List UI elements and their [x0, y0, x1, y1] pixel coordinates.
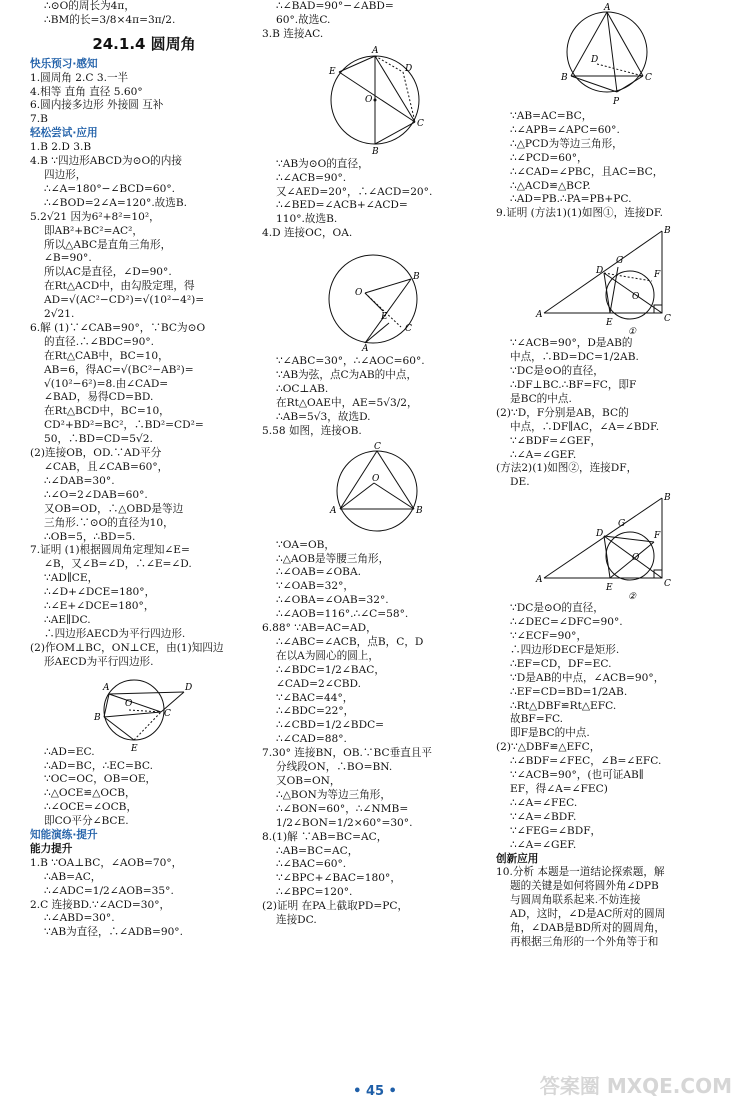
svg-text:C: C [405, 324, 412, 335]
text-line: ∴∠BPC=120°. [276, 886, 353, 899]
svg-text:F: F [654, 270, 661, 281]
text-line: ∵∠BAC=44°， [276, 691, 354, 704]
text-line: ∴△PCD为等边三角形， [510, 137, 623, 150]
svg-text:A: A [330, 505, 337, 516]
section-heading-try: 轻松尝试·应用 [30, 127, 98, 140]
svg-text:D: D [405, 63, 413, 74]
svg-text:O: O [632, 292, 640, 303]
text-line: ∴△ACD≌△BCP. [510, 179, 591, 192]
text-line: 再根据三角形的一个外角等于和 [510, 935, 659, 948]
text-line: ∴AB=5√3，故选D. [276, 410, 371, 423]
svg-text:D: D [596, 529, 604, 540]
text-line: 的直径.∴∠BDC=90°. [44, 335, 155, 348]
text-line: AB=6，得AC=√(BC²−AB²)= [44, 363, 194, 376]
svg-text:C: C [664, 314, 671, 325]
text-line: ∴∠ABC=∠ACB，点B，C，D [276, 635, 424, 648]
svg-text:B: B [94, 712, 101, 723]
text-line: ∴∠BAD=90°−∠ABD= [276, 0, 394, 12]
text-line: ∴AB=AC， [44, 870, 102, 883]
text-line: 在Rt△OAE中，AE=5√3/2， [276, 396, 418, 409]
text-line: 110°.故选B. [276, 213, 338, 226]
svg-text:C: C [645, 73, 652, 83]
text-line: ∵∠ECF=90°， [510, 630, 588, 643]
svg-text:B: B [664, 226, 671, 237]
text-line: ∴∠OAB=∠OBA. [276, 566, 361, 579]
text-line: (2)作OM⊥BC，ON⊥CE，由(1)知四边 [30, 641, 224, 654]
text-line: 是BC的中点. [510, 392, 572, 405]
text-line: 所以△ABC是直角三角形， [44, 238, 172, 251]
answer-block [30, 743, 258, 829]
svg-text:A: A [536, 575, 543, 586]
text-line: ∴四边形DECF是矩形. [510, 643, 620, 656]
text-line: ∵AB为直径，∴∠ADB=90°. [44, 926, 183, 939]
text-line: 4.D 连接OC，OA. [262, 227, 353, 240]
svg-text:P: P [613, 97, 620, 107]
text-line: (2)证明 在PA上截取PD=PC， [262, 900, 409, 913]
text-line: ∴∠BON=60°，∴∠NMB= [276, 802, 409, 815]
text-line: 4.相等 直角 直径 5.60° [30, 85, 143, 98]
text-line: EF，得∠A=∠FEC) [510, 783, 608, 795]
text-line: 四边形， [44, 168, 87, 181]
text-line: ∴OC⊥AB. [276, 382, 329, 395]
text-line: ∴△OCE≌△OCB， [44, 787, 136, 800]
text-line: ∴∠CBD=1/2∠BDC= [276, 719, 385, 732]
text-line: ∴∠D+∠DCE=180°， [44, 586, 156, 599]
section-heading-innovation: 创新应用 [496, 852, 539, 865]
svg-text:G: G [616, 256, 624, 267]
text-line: ∴∠OCE=∠OCB， [44, 801, 138, 814]
text-line: ∴EF=CD，DF=EC. [510, 657, 612, 670]
text-line: ∠B=90°. [44, 252, 92, 265]
svg-text:C: C [664, 579, 671, 590]
text-line: 又∠AED=20°，∴∠ACD=20°. [276, 185, 433, 198]
svg-text:E: E [329, 66, 336, 77]
watermark: 答案圈 MXQE.COM [539, 1074, 732, 1098]
figure-circle-abcdp [549, 2, 669, 108]
text-line: ∴OB=5，∴BD=5. [44, 530, 136, 543]
subheading: 能力提升 [30, 842, 73, 855]
text-line: 角，∠DAB是BD所对的圆周角， [510, 922, 666, 935]
text-line: 60°.故选C. [276, 13, 331, 26]
figure-1-triangle-circle [534, 223, 684, 338]
text-line: ∴∠BDC=22°， [276, 705, 355, 718]
text-line: ∴∠OBA=∠OAB=32°. [276, 594, 389, 607]
text-line: 连接DC. [276, 914, 317, 927]
text-line: ∵∠A=∠BDF. [510, 810, 577, 823]
text-line: CD²+BD²=BC²，∴BD²=CD²= [44, 419, 204, 432]
text-line: ∴∠ABD=30°. [44, 912, 115, 925]
text-line: (2)∵△DBF≌△EFC， [496, 741, 601, 754]
text-line: ∴∠BED=∠ACB+∠ACD= [276, 199, 408, 212]
text-line: 6.圆内接多边形 外接圆 互补 [30, 99, 164, 112]
text-line: ∴∠CAD=88°. [276, 733, 347, 746]
text-line: 6.88° ∵AB=AC=AD， [262, 622, 377, 635]
svg-text:F: F [654, 531, 661, 542]
text-line: ∴∠A=∠FEC. [510, 796, 578, 809]
text-line: ∴∠A=∠GEF. [510, 838, 577, 851]
text-line: 所以AC是直径，∠D=90°. [44, 266, 172, 279]
text-line: ∵∠ACB=90°，D是AB的 [510, 337, 633, 350]
svg-text:B: B [561, 73, 568, 83]
text-line: 7.B [30, 113, 48, 126]
text-line: ∵AB为⊙O的直径， [276, 157, 369, 170]
answer-block [496, 866, 722, 949]
text-line: 分线段ON，∴BO=BN. [276, 761, 393, 774]
svg-text:A: A [103, 682, 110, 693]
text-line: ∵∠FEG=∠BDF， [510, 824, 602, 837]
text-line: ∴∠ACB=90°. [276, 171, 347, 184]
text-line: ∵∠OAB=32°， [276, 580, 354, 593]
text-line: 即AB²+BC²=AC²， [44, 224, 143, 237]
text-line: 形AECD为平行四边形. [44, 655, 154, 668]
text-line: AD，这时，∠D是AC所对的圆周 [510, 908, 666, 921]
text-line: ∵AD∥CE， [44, 572, 99, 585]
text-line: ∵AB为弦，点C为AB的中点， [276, 369, 418, 382]
text-line: 在Rt△BCD中，BC=10， [44, 405, 170, 418]
text-line: 在Rt△CAB中，BC=10， [44, 349, 169, 362]
text-line: ∴AB=BC=AC， [276, 844, 359, 857]
answer-block [262, 0, 492, 42]
text-line: ∴∠CAD=∠PBC，且AC=BC， [510, 165, 664, 178]
text-line: ∴四边形AECD为平行四边形. [44, 627, 186, 640]
text-line: 三角形.∵⊙O的直径为10， [44, 516, 174, 529]
text-line: (2)连接OB，OD.∵AD平分 [30, 447, 162, 460]
text-line: ∴∠ADC=1/2∠AOB=35°. [44, 884, 174, 897]
text-line: ∵DC是⊙O的直径， [510, 602, 604, 615]
svg-text:B: B [416, 505, 423, 516]
text-line: 4.B ∵四边形ABCD为⊙O的内接 [30, 155, 182, 168]
svg-text:E: E [381, 312, 388, 323]
text-line: ∵OC=OC，OB=OE， [44, 773, 157, 786]
figure-label: ② [628, 592, 637, 603]
svg-text:A: A [362, 344, 369, 355]
text-line: (方法2)(1)如图②，连接DF， [496, 462, 638, 475]
text-line: 8.(1)解 ∵AB=BC=AC， [262, 830, 388, 843]
svg-text:B: B [413, 272, 420, 283]
text-line: ∴Rt△DBF≌Rt△EFC. [510, 699, 617, 712]
answer-block [262, 539, 492, 928]
text-line: 1.B 2.D 3.B [30, 141, 92, 154]
figure-quadrilateral-circle [79, 672, 209, 754]
text-line: ∴∠A=180°−∠BCD=60°. [44, 182, 176, 195]
text-line: 7.30° 连接BN，OB.∵BC垂直且平 [262, 747, 432, 760]
svg-text:D: D [596, 266, 604, 277]
text-line: ∴∠BOD=2∠A=120°.故选B. [44, 196, 188, 209]
svg-text:E: E [606, 318, 613, 329]
column-left [30, 0, 258, 1087]
svg-text:O: O [355, 288, 363, 299]
text-line: 中点，∴DF∥AC，∠A=∠BDF. [510, 420, 660, 433]
section-heading-ability: 知能演练·提升 [30, 829, 98, 842]
svg-text:A: A [372, 45, 379, 56]
text-line: ∴∠PCD=60°， [510, 151, 588, 164]
text-line: ∴DF⊥BC.∴BF=FC，即F [510, 378, 637, 391]
figure-circle-triangle-oab [322, 441, 432, 537]
text-line: DE. [510, 476, 530, 489]
text-line: 5.58 如图，连接OB. [262, 424, 362, 437]
text-line: 7.证明 (1)根据圆周角定理知∠E= [30, 544, 190, 557]
answer-block [496, 602, 722, 852]
answer-block [30, 141, 258, 669]
text-line: ∴∠BAC=60°. [276, 858, 347, 871]
text-line: ∴△AOB是等腰三角形， [276, 552, 390, 565]
section-title: 24.1.4 圆周角 [92, 34, 196, 53]
text-line: √(10²−6²)=8.由∠CAD= [44, 377, 169, 390]
text-line: ∠BAD，易得CD=BD. [44, 391, 154, 404]
text-line: ∴∠E+∠DCE=180°， [44, 600, 155, 613]
text-line: ∠CAD=2∠CBD. [276, 677, 361, 690]
text-line: 在Rt△ACD中，由勾股定理，得 [44, 280, 195, 293]
text-line: 5.2√21 因为6²+8²=10²， [30, 210, 160, 223]
svg-text:E: E [606, 583, 613, 594]
answer-block [262, 355, 492, 438]
text-line: ∴∠BDF=∠FEC，∠B=∠EFC. [510, 755, 662, 768]
svg-text:O: O [632, 553, 640, 564]
text-line: 50，∴BD=CD=5√2. [44, 433, 153, 446]
svg-text:O: O [365, 94, 373, 105]
text-line: ∴AE∥DC. [44, 613, 91, 626]
text-line: 又OB=ON， [276, 775, 341, 787]
text-line: ∴∠AOB=116°.∴∠C=58°. [276, 608, 409, 621]
text-line: ∵AB=AC=BC， [510, 110, 593, 122]
svg-text:C: C [164, 708, 171, 719]
svg-text:A: A [536, 310, 543, 321]
text-line: ∠B，又∠B=∠D，∴∠E=∠D. [44, 558, 192, 571]
text-line: ∴⊙O的周长为4π， [44, 0, 135, 12]
text-line: ∴∠APB=∠APC=60°. [510, 123, 620, 136]
text-line: 6.解 (1)∵∠CAB=90°，∵BC为⊙O [30, 321, 206, 334]
text-line: 中点，∴BD=DC=1/2AB. [510, 351, 639, 364]
text-line: ∵∠BPC+∠BAC=180°， [276, 872, 401, 885]
text-line: ∵OA=OB， [276, 538, 336, 551]
page-number: • 45 • [353, 1084, 397, 1099]
text-line: ∵D是AB的中点，∠ACB=90°， [510, 671, 665, 684]
svg-text:D: D [185, 682, 193, 693]
figure-circle-abcde [317, 44, 437, 156]
text-line: ∴AD=PB.∴PA=PB+PC. [510, 193, 632, 206]
text-line: ∴∠BDC=1/2∠BAC， [276, 663, 385, 676]
text-line: ∴∠A=∠GEF. [510, 448, 577, 461]
text-line: AD=√(AC²−CD²)=√(10²−4²)= [44, 294, 205, 307]
text-line: 2.C 连接BD.∵∠ACD=30°， [30, 898, 171, 911]
svg-text:D: D [591, 55, 599, 65]
text-line: ∴AD=EC. [44, 745, 95, 758]
text-line: 题的关键是如何将圆外角∠DPB [510, 880, 659, 893]
column-middle [262, 0, 492, 1087]
svg-text:B: B [664, 493, 671, 504]
text-line: ∠CAB，且∠CAB=60°， [44, 461, 169, 473]
svg-text:G: G [618, 519, 626, 530]
text-line: 1.B ∵OA⊥BC，∠AOB=70°， [30, 856, 183, 869]
text-line: 1.圆周角 2.C 3.一半 [30, 71, 129, 84]
text-line: (2)∵D，F分别是AB，BC的 [496, 406, 629, 419]
text-line: ∵DC是⊙O的直径， [510, 365, 604, 378]
svg-text:A: A [604, 3, 611, 13]
svg-text:O: O [125, 698, 133, 709]
text-line: ∴∠DAB=30°. [44, 474, 115, 487]
text-line: ∵∠BDF=∠GEF， [510, 434, 602, 447]
figure-label: ① [628, 327, 637, 338]
column-right [496, 0, 722, 1087]
text-line: 1/2∠BON=1/2×60°=30°. [276, 816, 413, 829]
answer-block [262, 158, 492, 241]
answer-block [30, 857, 258, 940]
text-line: ∴△BON为等边三角形， [276, 788, 391, 801]
answer-block [496, 110, 722, 221]
text-line: 又OB=OD，∴△OBD是等边 [44, 502, 184, 515]
text-line: 在以A为圆心的圆上， [276, 649, 379, 662]
text-line: ∴∠O=2∠DAB=60°. [44, 488, 148, 501]
svg-text:B: B [372, 146, 379, 157]
text-line: 2√21. [44, 308, 75, 321]
text-line: ∴EF=CD=BD=1/2AB. [510, 685, 628, 698]
svg-text:C: C [374, 441, 381, 452]
text-line: ∴AD=BC，∴EC=BC. [44, 759, 153, 772]
text-line: 即CO平分∠BCE. [44, 815, 129, 828]
text-line: ∴∠DEC=∠DFC=90°. [510, 616, 623, 629]
text-line: 故BF=FC. [510, 713, 564, 726]
svg-text:E: E [131, 743, 138, 754]
text-line: 与圆周角联系起来.不妨连接 [510, 894, 641, 907]
svg-text:C: C [417, 118, 424, 129]
svg-text:O: O [372, 473, 380, 484]
text-line: 10.分析 本题是一道结论探索题，解 [496, 866, 665, 879]
figure-circle-oabce [317, 243, 437, 353]
section-heading-preview: 快乐预习·感知 [30, 57, 98, 70]
figure-2-triangle-circle [534, 492, 684, 603]
text-line: 即F是BC的中点. [510, 727, 590, 740]
text-line: ∵∠ABC=30°，∴∠AOC=60°. [276, 355, 425, 368]
text-line: 9.证明 (方法1)(1)如图①，连接DF. [496, 207, 663, 220]
text-line: 3.B 连接AC. [262, 27, 324, 40]
answer-block [496, 337, 722, 490]
text-line: ∵∠ACB=90°，(也可证AB∥ [510, 769, 644, 782]
text-line: ∴BM的长=3/8×4π=3π/2. [44, 13, 176, 26]
